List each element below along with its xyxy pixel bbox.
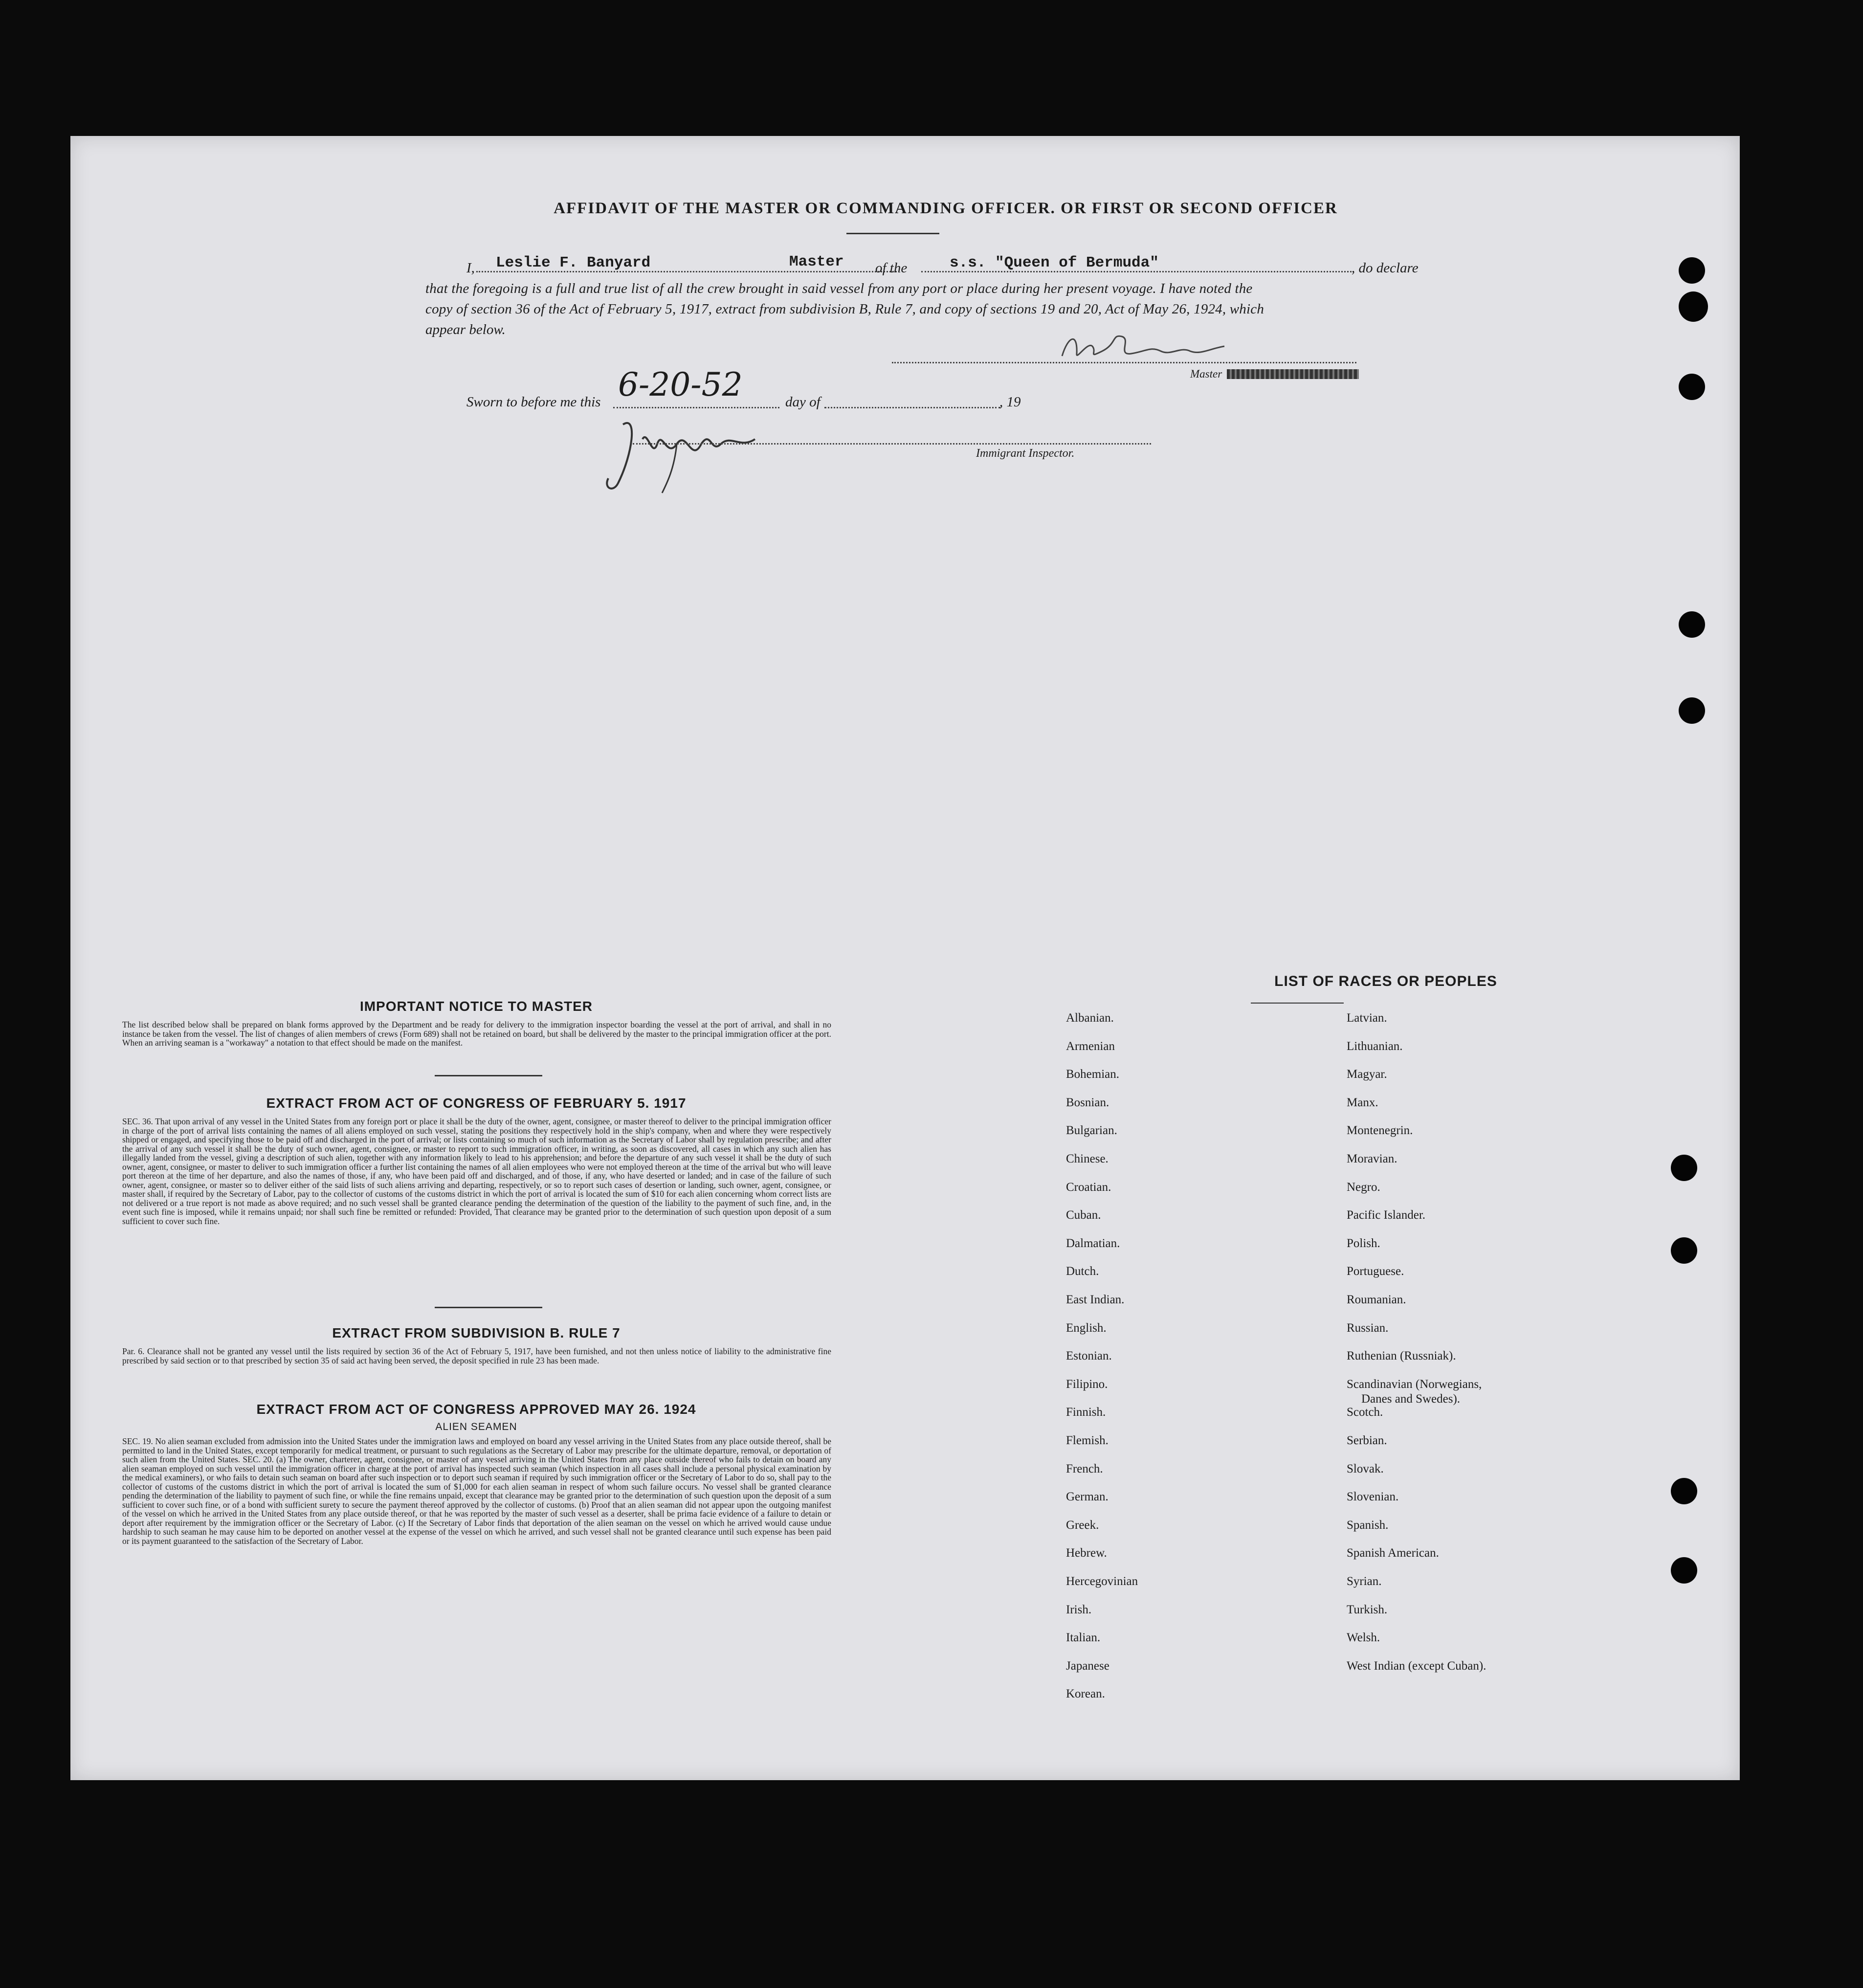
race-item: Welsh. xyxy=(1347,1631,1380,1645)
punch-hole xyxy=(1671,1557,1697,1584)
race-item: Finnish. xyxy=(1066,1406,1106,1419)
day-of-label: day of xyxy=(785,394,821,410)
race-item: English. xyxy=(1066,1321,1107,1335)
race-item: Turkish. xyxy=(1347,1603,1388,1616)
master-rank: Master xyxy=(789,253,844,270)
race-item: Chinese. xyxy=(1066,1152,1109,1165)
race-item: Ruthenian (Russniak). xyxy=(1347,1349,1456,1363)
divider xyxy=(846,233,939,234)
extract-1924-title: EXTRACT FROM ACT OF CONGRESS APPROVED MAY 26. 1924 xyxy=(256,1402,696,1417)
sworn-day-line xyxy=(613,407,779,408)
race-item: Pacific Islander. xyxy=(1347,1208,1426,1222)
punch-hole xyxy=(1679,374,1705,400)
affidavit-title: AFFIDAVIT OF THE MASTER OR COMMANDING OFFICER. OR FIRST OR SECOND OFFICER xyxy=(554,200,1338,217)
race-item: Spanish American. xyxy=(1347,1546,1439,1560)
race-item: Hebrew. xyxy=(1066,1546,1107,1560)
race-item: Scotch. xyxy=(1347,1406,1383,1419)
race-item: Bosnian. xyxy=(1066,1095,1109,1109)
master-name: Leslie F. Banyard xyxy=(496,254,651,271)
race-item: Cuban. xyxy=(1066,1208,1101,1222)
race-item: Serbian. xyxy=(1347,1434,1387,1447)
year-label: , 19 xyxy=(999,394,1021,410)
punch-hole xyxy=(1671,1478,1697,1504)
name-line xyxy=(476,271,897,272)
affidavit-line-4: appear below. xyxy=(425,322,506,337)
vessel-line xyxy=(921,271,1352,272)
race-item: Spanish. xyxy=(1347,1518,1389,1532)
race-item: Lithuanian. xyxy=(1347,1039,1403,1053)
do-declare-label: , do declare xyxy=(1352,260,1419,276)
race-item: Irish. xyxy=(1066,1603,1092,1616)
document-sheet xyxy=(70,136,1740,1780)
race-item: German. xyxy=(1066,1490,1109,1504)
vessel-name: s.s. "Queen of Bermuda" xyxy=(950,254,1159,271)
race-item: East Indian. xyxy=(1066,1293,1125,1306)
notice-text: The list described below shall be prepared on blank forms approved by the Department and be ready for delivery to the immigration inspector boarding the vessel at the port of arrival, and shall in no instance be taken from the vessel. The list of changes of alien members of crews (Form 689) shall not be retained on board, but shall be delivered by the master to the principal immigration officer at the port. When an arriving seaman is a "workaway" a notation to that effect should be made on the manifest. xyxy=(122,1020,831,1048)
race-item: Syrian. xyxy=(1347,1575,1382,1588)
divider xyxy=(435,1307,542,1308)
race-item: Danes and Swedes). xyxy=(1361,1392,1461,1406)
divider xyxy=(435,1075,542,1076)
punch-hole xyxy=(1671,1237,1697,1264)
extract-1917-text: SEC. 36. That upon arrival of any vessel in the United States from any foreign port or place it shall be the duty of the owner, agent, consignee, or master thereof to deliver to the principal immigration officer in charge of the port of arrival lists containing the names of all aliens employed on such vessel, stating the positions they respectively hold in the ship's company, when and where they were respectively shipped or engaged, and specifying those to be paid off and discharged in the port of arrival; or lists containing so much of such information as the Secretary of Labor shall by regulation prescribe; and after the arrival of any such vessel it shall be the duty of such owner, agent, consignee, or master to report to such immigration officer, in writing, as soon as discovered, all cases in which any such alien has illegally landed from the vessel, giving a description of such alien, together with any information likely to lead to his apprehension; and before the departure of any such vessel it shall be the duty of such owner, agent, consignee, or master to deliver to such immigration officer a further list containing the names of all alien employees who were not employed thereon at the time of the arrival but who will leave port thereon at the time of her departure, and also the names of those, if any, who have been paid off and discharged, and of those, if any, who have deserted or landed; and in case of the failure of such owner, agent, consignee, or master so to deliver either of the said lists of such aliens arriving and departing, respectively, or so to report such cases of desertion or landing, such owner, agent, consignee, or master shall, if required by the Secretary of Labor, pay to the collector of customs of the customs district in which the port of arrival is located the sum of $10 for each alien concerning whom correct lists are not delivered or a true report is not made as above required; and no such vessel shall be granted clearance pending the determination of the question of the liability to the payment of such fine, and, in the event such fine is imposed, while it remains unpaid; nor shall such fine be remitted or refunded: Provided, That clearance may be granted prior to the determination of such question upon deposit of a sum sufficient to cover such fine. xyxy=(122,1117,831,1226)
race-item: Moravian. xyxy=(1347,1152,1397,1165)
sworn-month-line xyxy=(824,407,1000,408)
signature-line xyxy=(892,362,1356,363)
race-item: Estonian. xyxy=(1066,1349,1112,1363)
alien-seamen-subtitle: ALIEN SEAMEN xyxy=(435,1421,517,1432)
inspector-line xyxy=(633,443,1151,445)
race-item: Slovak. xyxy=(1347,1462,1384,1475)
subdivision-b-text: Par. 6. Clearance shall not be granted any vessel until the lists required by section 36 of the Act of February 5, 1917, have been furnished, and not then unless notice of liability to the administrative fine prescribed by said section or to that prescribed by section 35 of said act having been served, the deposit specified in rule 23 has been made. xyxy=(122,1346,831,1365)
race-item: Italian. xyxy=(1066,1631,1101,1645)
race-item: Japanese xyxy=(1066,1659,1109,1673)
race-item: Negro. xyxy=(1347,1180,1380,1194)
notice-title: IMPORTANT NOTICE TO MASTER xyxy=(359,999,593,1014)
race-item: Portuguese. xyxy=(1347,1265,1404,1278)
punch-hole xyxy=(1679,257,1705,284)
race-item: Montenegrin. xyxy=(1347,1124,1413,1138)
race-item: Latvian. xyxy=(1347,1011,1387,1025)
race-item: Scandinavian (Norwegians, xyxy=(1347,1377,1482,1391)
master-signature xyxy=(1058,327,1234,371)
punch-hole xyxy=(1671,1155,1697,1181)
race-item: Flemish. xyxy=(1066,1434,1109,1447)
divider xyxy=(1251,1003,1344,1004)
race-item: Slovenian. xyxy=(1347,1490,1399,1504)
struck-title xyxy=(1227,369,1359,379)
affidavit-line-3: copy of section 36 of the Act of February 5, 1917, extract from subdivision B, Rule 7, and copy of sections 19 and 20, Act of May 26, 1924, which xyxy=(425,301,1264,317)
inspector-signature xyxy=(594,410,770,498)
race-item: Albanian. xyxy=(1066,1011,1114,1025)
race-item: Korean. xyxy=(1066,1687,1105,1701)
punch-hole xyxy=(1679,291,1708,322)
race-item: Hercegovinian xyxy=(1066,1575,1138,1588)
race-item: Roumanian. xyxy=(1347,1293,1406,1306)
subdivision-b-title: EXTRACT FROM SUBDIVISION B. RULE 7 xyxy=(332,1325,621,1340)
punch-hole xyxy=(1679,697,1705,724)
race-item: West Indian (except Cuban). xyxy=(1347,1659,1486,1673)
race-item: Polish. xyxy=(1347,1236,1380,1250)
race-item: Filipino. xyxy=(1066,1377,1108,1391)
race-item: Croatian. xyxy=(1066,1180,1111,1194)
race-item: Armenian xyxy=(1066,1039,1115,1053)
race-item: Dutch. xyxy=(1066,1265,1099,1278)
extract-1917-title: EXTRACT FROM ACT OF CONGRESS OF FEBRUARY 5. 1917 xyxy=(266,1095,687,1111)
race-item: Russian. xyxy=(1347,1321,1389,1335)
race-item: Manx. xyxy=(1347,1095,1378,1109)
affidavit-i-label: I, xyxy=(466,260,475,276)
sworn-label: Sworn to before me this xyxy=(466,394,601,410)
race-item: Bohemian. xyxy=(1066,1068,1120,1081)
extract-1924-text: SEC. 19. No alien seaman excluded from admission into the United States under the immigration laws and employed on board any vessel arriving in the United States from any place outside thereof, shall be permitted to land in the United States, except temporarily for medical treatment, or pursuant to such regulations as the Secretary of Labor may prescribe for the ultimate departure, removal, or deportation of such alien from the United States. SEC. 20. (a) The owner, charterer, agent, consignee, or master of any vessel arriving in the United States from any place outside thereof who fails to detain on board any alien seaman employed on such vessel until the immigration officer in charge at the port of arrival has inspected such seaman (which inspection in all cases shall include a personal physical examination by the medical examiners), or who fails to detain such seaman on board after such inspection or to deport such seaman if required by such immigration officer or the Secretary of Labor to do so, shall pay to the collector of customs of the customs district in which the port of arrival is located the sum of $1,000 for each alien seaman in respect of whom such failure occurs. No vessel shall be granted clearance pending the determination of the liability to payment of such fine, or while the fine remains unpaid, except that clearance may be granted prior to the determination of such question upon the deposit of a sum sufficient to cover such fine, or of a bond with sufficient surety to secure the payment thereof approved by the collector of customs. (b) Proof that an alien seaman did not appear upon the outgoing manifest of the vessel on which he arrived in the United States from any place outside thereof, or that he was reported by the master of such vessel as a deserter, shall be prima facie evidence of a failure to detain or deport after requirement by the immigration officer or the Secretary of Labor. (c) If the Secretary of Labor finds that deportation of the alien seaman on the vessel on which he arrived would cause undue hardship to such seaman he may cause him to be deported on another vessel at the expense of the vessel on which he arrived, and such vessel shall not be granted clearance until such expense has been paid or its payment guaranteed to the satisfaction of the Secretary of Labor. xyxy=(122,1436,831,1546)
race-item: Bulgarian. xyxy=(1066,1124,1117,1138)
affidavit-line-2: that the foregoing is a full and true list of all the crew brought in said vessel from any port or place during her present voyage. I have noted the xyxy=(425,281,1253,296)
race-item: French. xyxy=(1066,1462,1103,1475)
race-item: Greek. xyxy=(1066,1518,1099,1532)
punch-hole xyxy=(1679,611,1705,638)
sworn-date: 6-20-52 xyxy=(618,366,743,403)
race-item: Dalmatian. xyxy=(1066,1236,1120,1250)
of-the-label: of the xyxy=(875,260,908,276)
master-title-label: Master xyxy=(1190,368,1222,380)
race-item: Magyar. xyxy=(1347,1068,1387,1081)
races-title: LIST OF RACES OR PEOPLES xyxy=(1274,973,1497,989)
inspector-label: Immigrant Inspector. xyxy=(976,447,1075,460)
